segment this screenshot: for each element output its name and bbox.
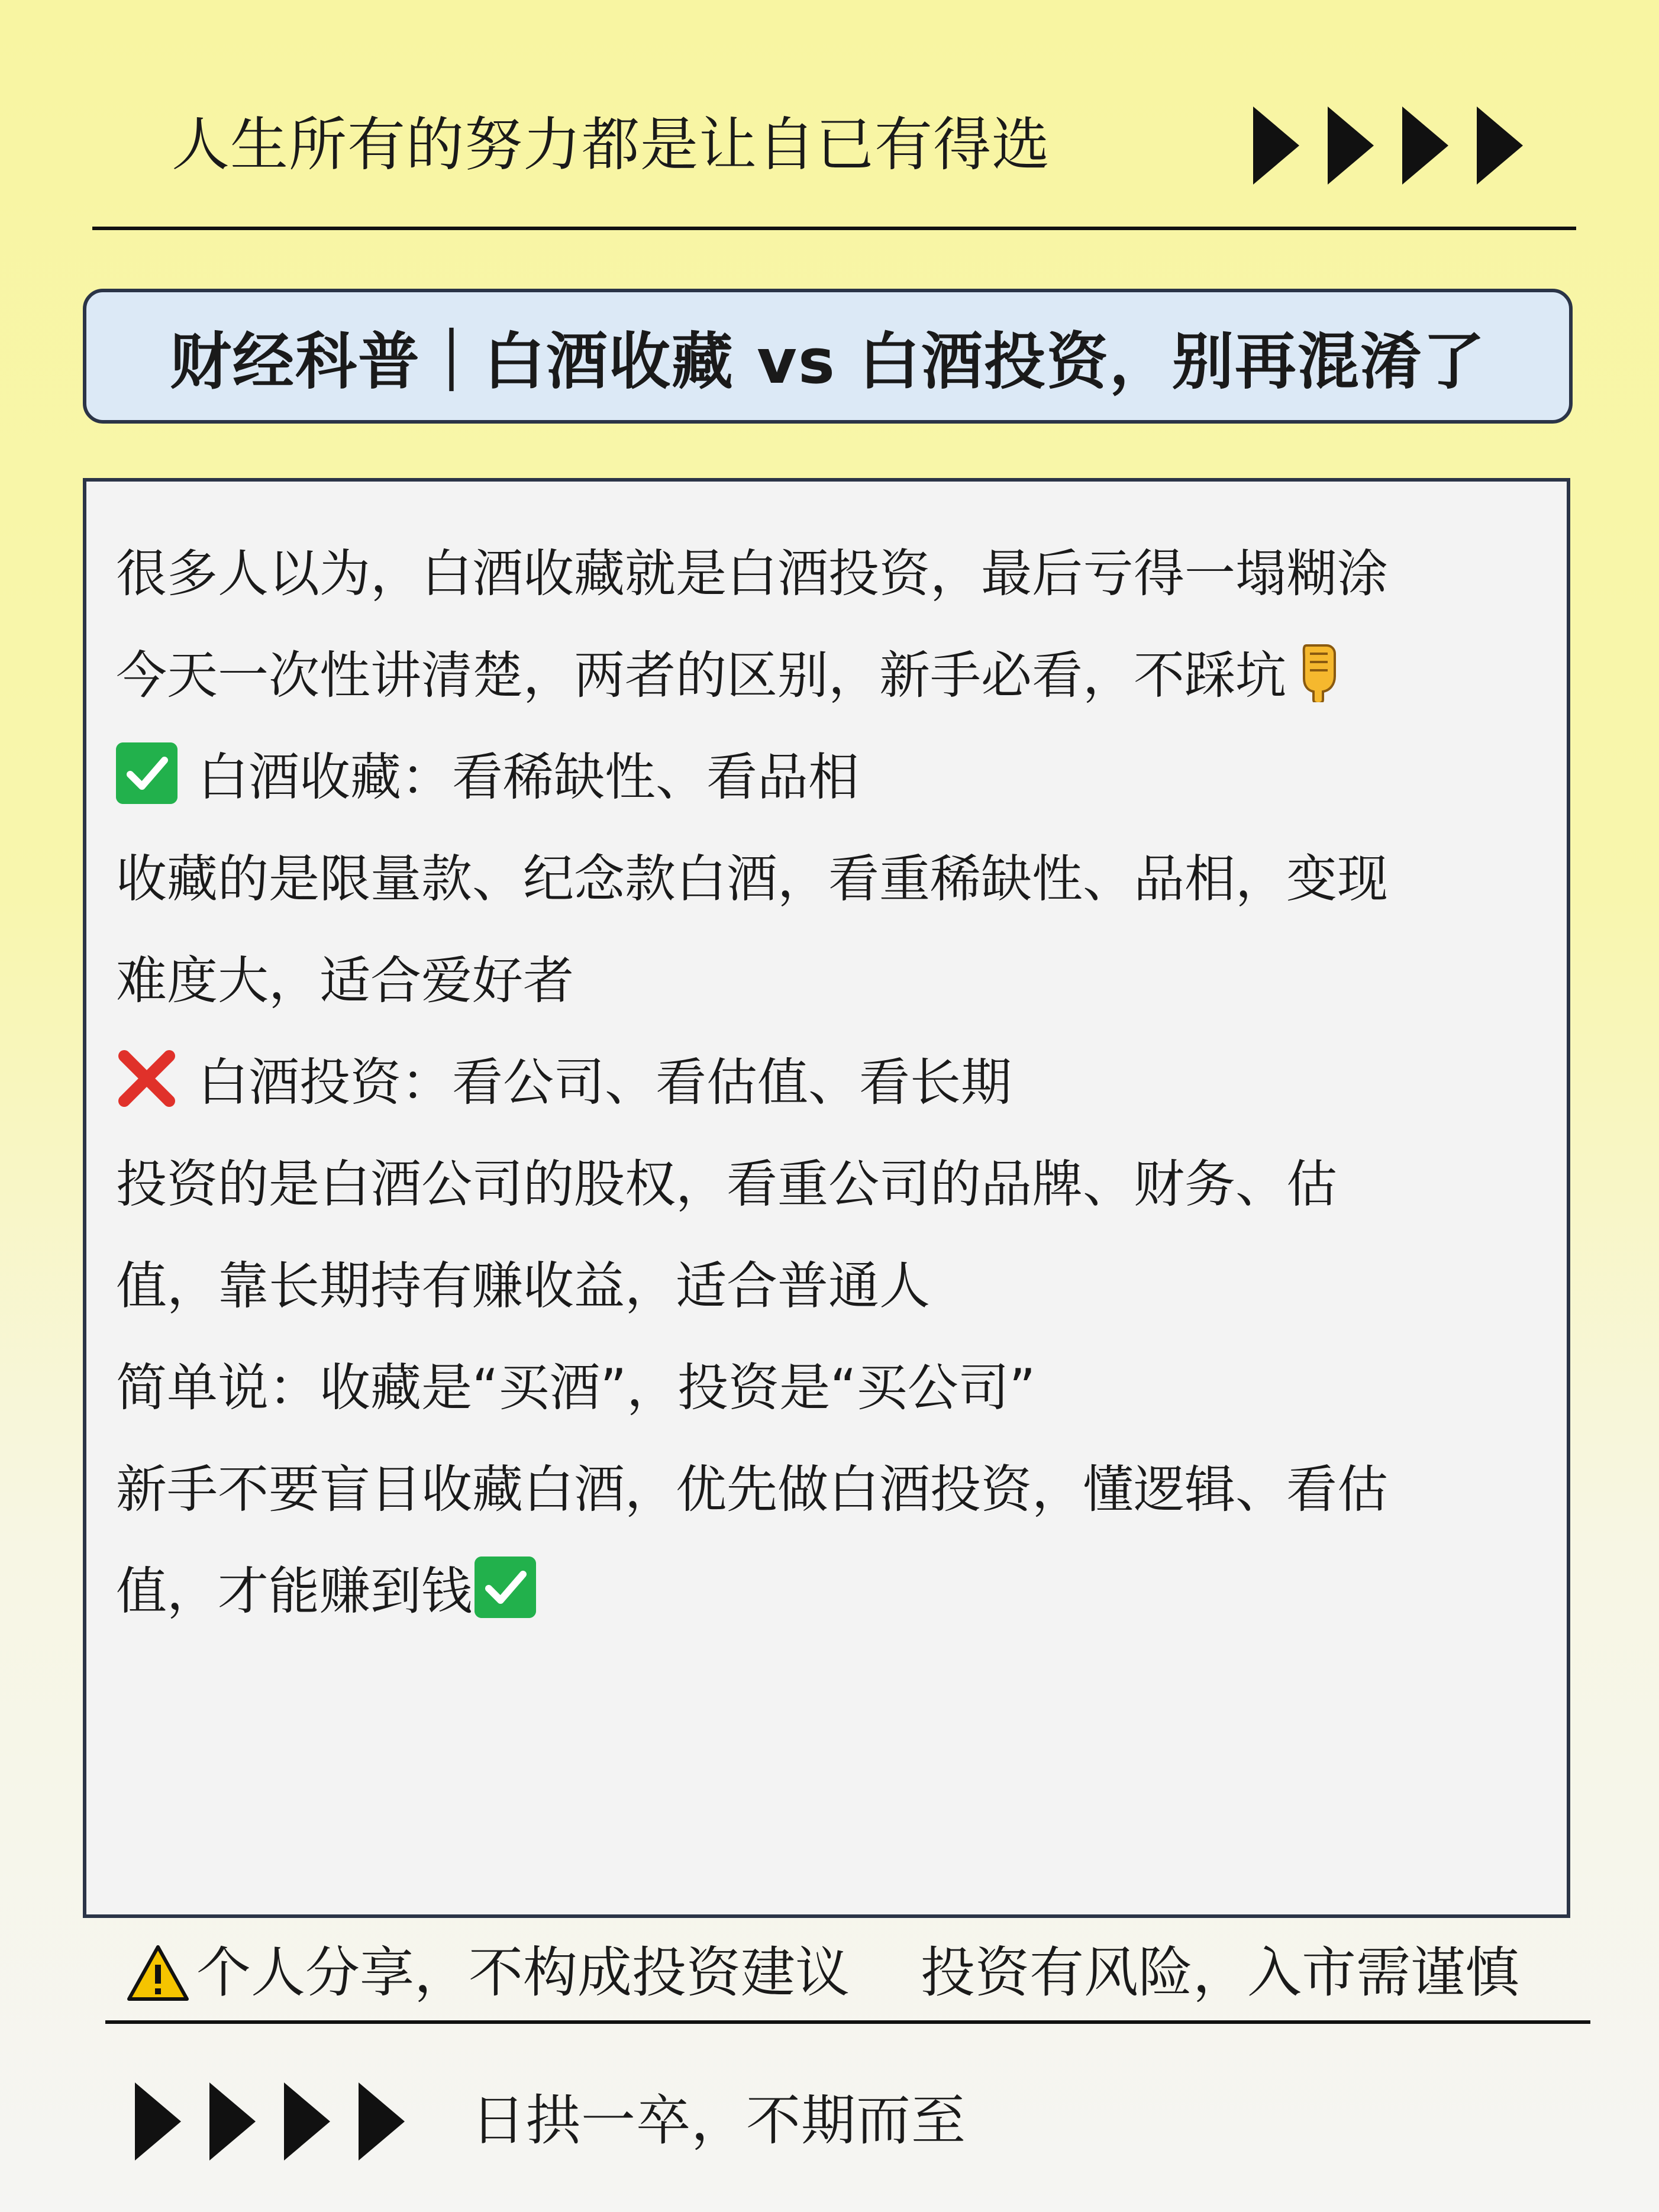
content-line [116,1134,1548,1235]
line-text: 值，靠长期持有赚收益，适合普通人 [116,1257,930,1316]
line-text: 收藏的是限量款、纪念款白酒，看重稀缺性、品相，变现 [116,850,1388,909]
check-mark-button-icon [116,742,177,804]
triangle-right-icon [1402,106,1448,185]
content-line [116,1032,1548,1134]
line-text: 难度大，适合爱好者 [116,951,574,1010]
content-line [116,726,1548,828]
line-text: 投资的是白酒公司的股权，看重公司的品牌、财务、估 [116,1155,1337,1214]
content-body [116,523,1548,1642]
content-line [116,1337,1548,1439]
triangle-right-icon [209,2082,256,2161]
content-line [116,1439,1548,1541]
triangle-right-icon [1328,106,1374,185]
line-text: 很多人以为，白酒收藏就是白酒投资，最后亏得一塌糊涂 [116,544,1388,603]
footer-slogan: 日拱一卒，不期而至 [471,2089,967,2152]
disclaimer-text: 个人分享，不构成投资建议 [196,1941,850,2004]
content-line [116,625,1548,726]
line-text: 白酒投资：看公司、看估值、看长期 [198,1053,1012,1112]
warning-icon [125,1943,191,2003]
header-arrows [1253,106,1523,185]
content-line [116,1235,1548,1337]
triangle-right-icon [284,2082,330,2161]
triangle-right-icon [135,2082,181,2161]
line-text: 今天一次性讲清楚，两者的区别，新手必看，不踩坑 [116,646,1286,705]
content-line [116,930,1548,1032]
pointing-down-hand-icon [1289,641,1345,702]
risk-warning-text: 投资有风险，入市需谨慎 [921,1941,1520,2004]
content-card [83,478,1570,1918]
content-line [116,1541,1548,1642]
disclaimer-row [125,1940,1519,2006]
check-mark-button-icon [475,1557,536,1618]
line-text: 新手不要盲目收藏白酒，优先做白酒投资，懂逻辑、看估 [116,1460,1388,1519]
page-title: 财经科普｜白酒收藏 vs 白酒投资，别再混淆了 [169,325,1486,398]
content-line [116,523,1548,625]
triangle-right-icon [1477,106,1523,185]
triangle-right-icon [359,2082,405,2161]
header-divider [92,227,1576,230]
cross-mark-icon [116,1048,177,1109]
header-slogan: 人生所有的努力都是让自已有得选 [172,111,1051,179]
line-text: 白酒收藏：看稀缺性、看品相 [198,748,859,807]
content-line [116,828,1548,930]
footer-arrows [135,2082,405,2161]
line-text: 简单说：收藏是“买酒”，投资是“买公司” [116,1358,1036,1417]
line-text: 值，才能赚到钱 [116,1562,472,1621]
footer-divider [105,2020,1590,2024]
title-banner [83,289,1573,424]
triangle-right-icon [1253,106,1299,185]
